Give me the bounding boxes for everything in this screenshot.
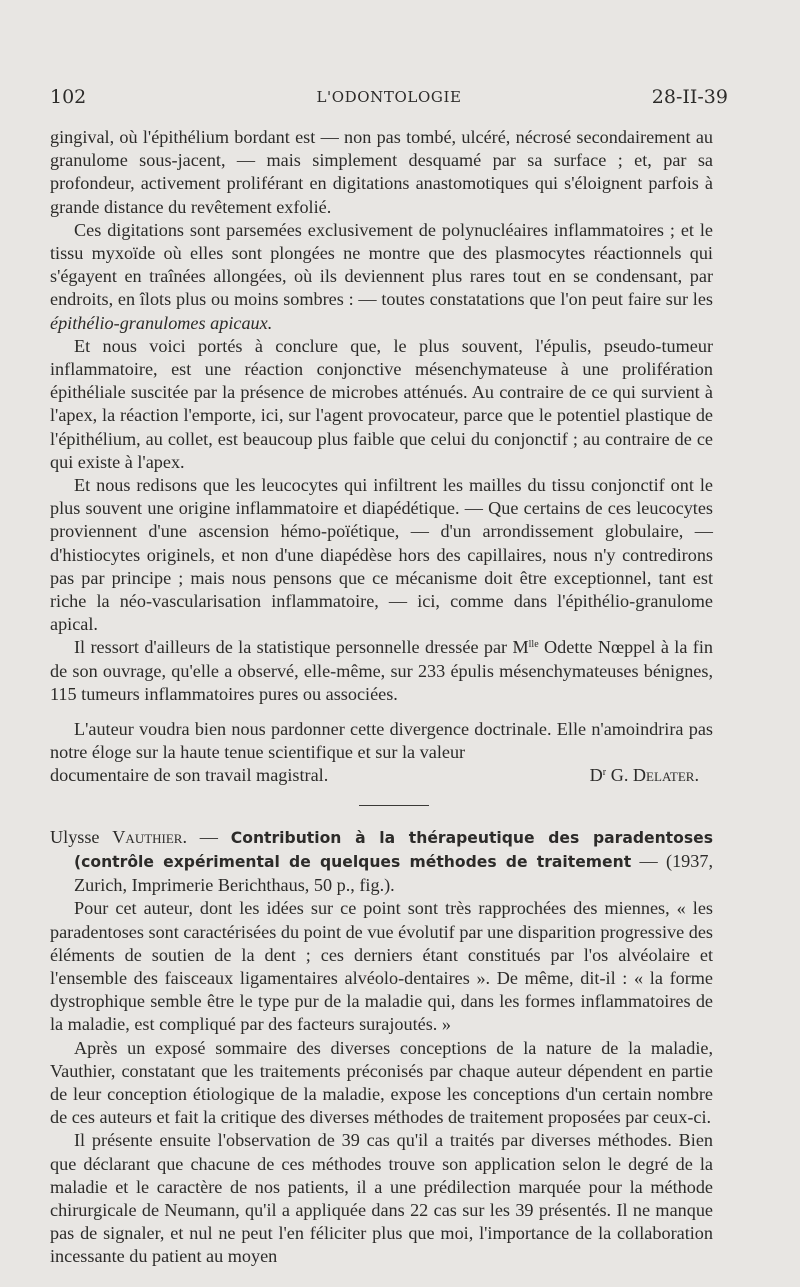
issue-date: 28-II-39 <box>651 86 728 108</box>
paragraph: Et nous redisons que les leucocytes qui infiltrent les mailles du tissu conjonctif ont le plus souvent une origine inflammatoire et diapédétique. — Que certains de ces leucocytes proviennent d'une ascension hémo-poïétique, — d'un arrondissement globulaire, — d'histiocytes originels, et non d'une diapédèse hors des capillaires, nous n'y contredirons pas par principe ; mais nous pensons que ce mécanisme doit être exceptionnel, tant est riche la néo-vascularisation inflammatoire, — ici, comme dans l'épithélio-granulome apical. <box>50 475 713 635</box>
paragraph: Il présente ensuite l'observation de 39 cas qu'il a traités par diverses méthodes. Bien que déclarant que chacune de ces méthodes trouve son application selon le degré de la maladie et le caractère de nos patients, il a une prédilection marquée pour la méthode chirurgicale de Neumann, qu'il a appliquée dans 22 cas sur les 39 présentés. Il ne manque pas de signaler, et nul ne peut l'en féliciter plus que moi, l'importance de la collaboration incessante du patient au moyen <box>50 1130 713 1267</box>
review-citation <box>50 826 713 898</box>
paragraph: Et nous voici portés à conclure que, le plus souvent, l'épulis, pseudo-tumeur inflammatoire, est une réaction conjonctive mésenchymateuse à une prolifération épithéliale suscitée par la présence de microbes atténués. Au contraire de ce qui survient à l'apex, la réaction l'emporte, ici, sur l'agent provocateur, parce que le potentiel plastique de l'épithélium, au collet, est beaucoup plus faible que celui du conjonctif ; au contraire de ce qui existe à l'apex. <box>50 335 713 472</box>
paragraph <box>50 636 713 706</box>
publication-info: — (1937, Zurich, Imprimerie Berichthaus, 50 p., fig.). <box>74 850 714 896</box>
author-last-name: Vauthier. <box>112 826 188 847</box>
superscript: r <box>602 767 607 779</box>
page-number: 102 <box>50 86 87 108</box>
paragraph <box>50 219 713 335</box>
closing-line: documentaire de son travail magistral. <box>50 765 329 786</box>
italic-term: épithélio-granulomes apicaux. <box>50 312 273 333</box>
signature <box>590 764 699 787</box>
running-title: L'ODONTOLOGIE <box>316 88 462 106</box>
paragraph-text: Il ressort d'ailleurs de la statistique personnelle dressée par M <box>74 637 529 658</box>
book-review <box>50 826 713 1269</box>
signature-surname: Delater. <box>632 765 699 786</box>
article-body <box>50 126 713 1269</box>
paragraph: gingival, où l'épithélium bordant est — non pas tombé, ulcéré, nécrosé secondairement au granulome sous-jacent, — mais simplement desquamé par sa surface ; et, par sa profondeur, activement proliférant en digitations anastomotiques qui s'éloignent parfois à grande distance du revêtement exfolié. <box>50 127 713 217</box>
running-header <box>50 86 728 112</box>
superscript: lle <box>528 639 539 651</box>
closing-paragraph: L'auteur voudra bien nous pardonner cette divergence doctrinale. Elle n'amoindrira pas notre éloge sur la haute tenue scientifique et sur la valeur <box>50 719 713 763</box>
paragraph: Pour cet auteur, dont les idées sur ce point sont très rapprochées des miennes, « les paradentoses sont caractérisées du point de vue évolutif par une disparition progressive des éléments de soutien de la dent ; ces derniers étant constitués par l'os alvéolaire et l'ensemble des faisceaux ligamentaires alvéolo-dentaires ». De même, dit-il : « la forme dystrophique semble être le type pur de la maladie qui, dans les formes inflammatoires de la maladie, est compliqué par des facteurs surajoutés. » <box>50 898 713 1035</box>
review-title: Contribution à la thérapeutique des paradentoses (contrôle expérimental de quelques méthodes de traitement <box>74 828 713 871</box>
section-divider <box>359 805 429 806</box>
signature-title: D <box>589 765 603 786</box>
paragraph: Après un exposé sommaire des diverses conceptions de la nature de la maladie, Vauthier, constatant que les traitements préconisés par chaque auteur dépendent en partie de leur conception étiologique de la maladie, expose les conceptions d'un certain nombre de ces auteurs et fait la critique des diverses méthodes de traitement proposées par ceux-ci. <box>50 1037 713 1128</box>
paragraph-text: Ces digitations sont parsemées exclusivement de polynucléaires inflammatoires ; et le tissu myxoïde où elles sont plongées ne montre que des plasmocytes réactionnels qui s'égayent en traînées allongées, où ils deviennent plus rares tout en se condensant, par endroits, en îlots plus ou moins sombres : — toutes constatations que l'on peut faire sur les <box>50 219 713 310</box>
signature-line <box>50 764 713 787</box>
dash: — <box>187 826 231 847</box>
paragraph-text: Odette Nœppel à la fin de son ouvrage, qu'elle a observé, elle-même, sur 233 épulis mésenchymateuses bénignes, 115 tumeurs inflammatoires pures ou associées. <box>50 637 713 704</box>
author-first-name: Ulysse <box>50 826 113 847</box>
signature-initial: G. <box>606 765 633 786</box>
